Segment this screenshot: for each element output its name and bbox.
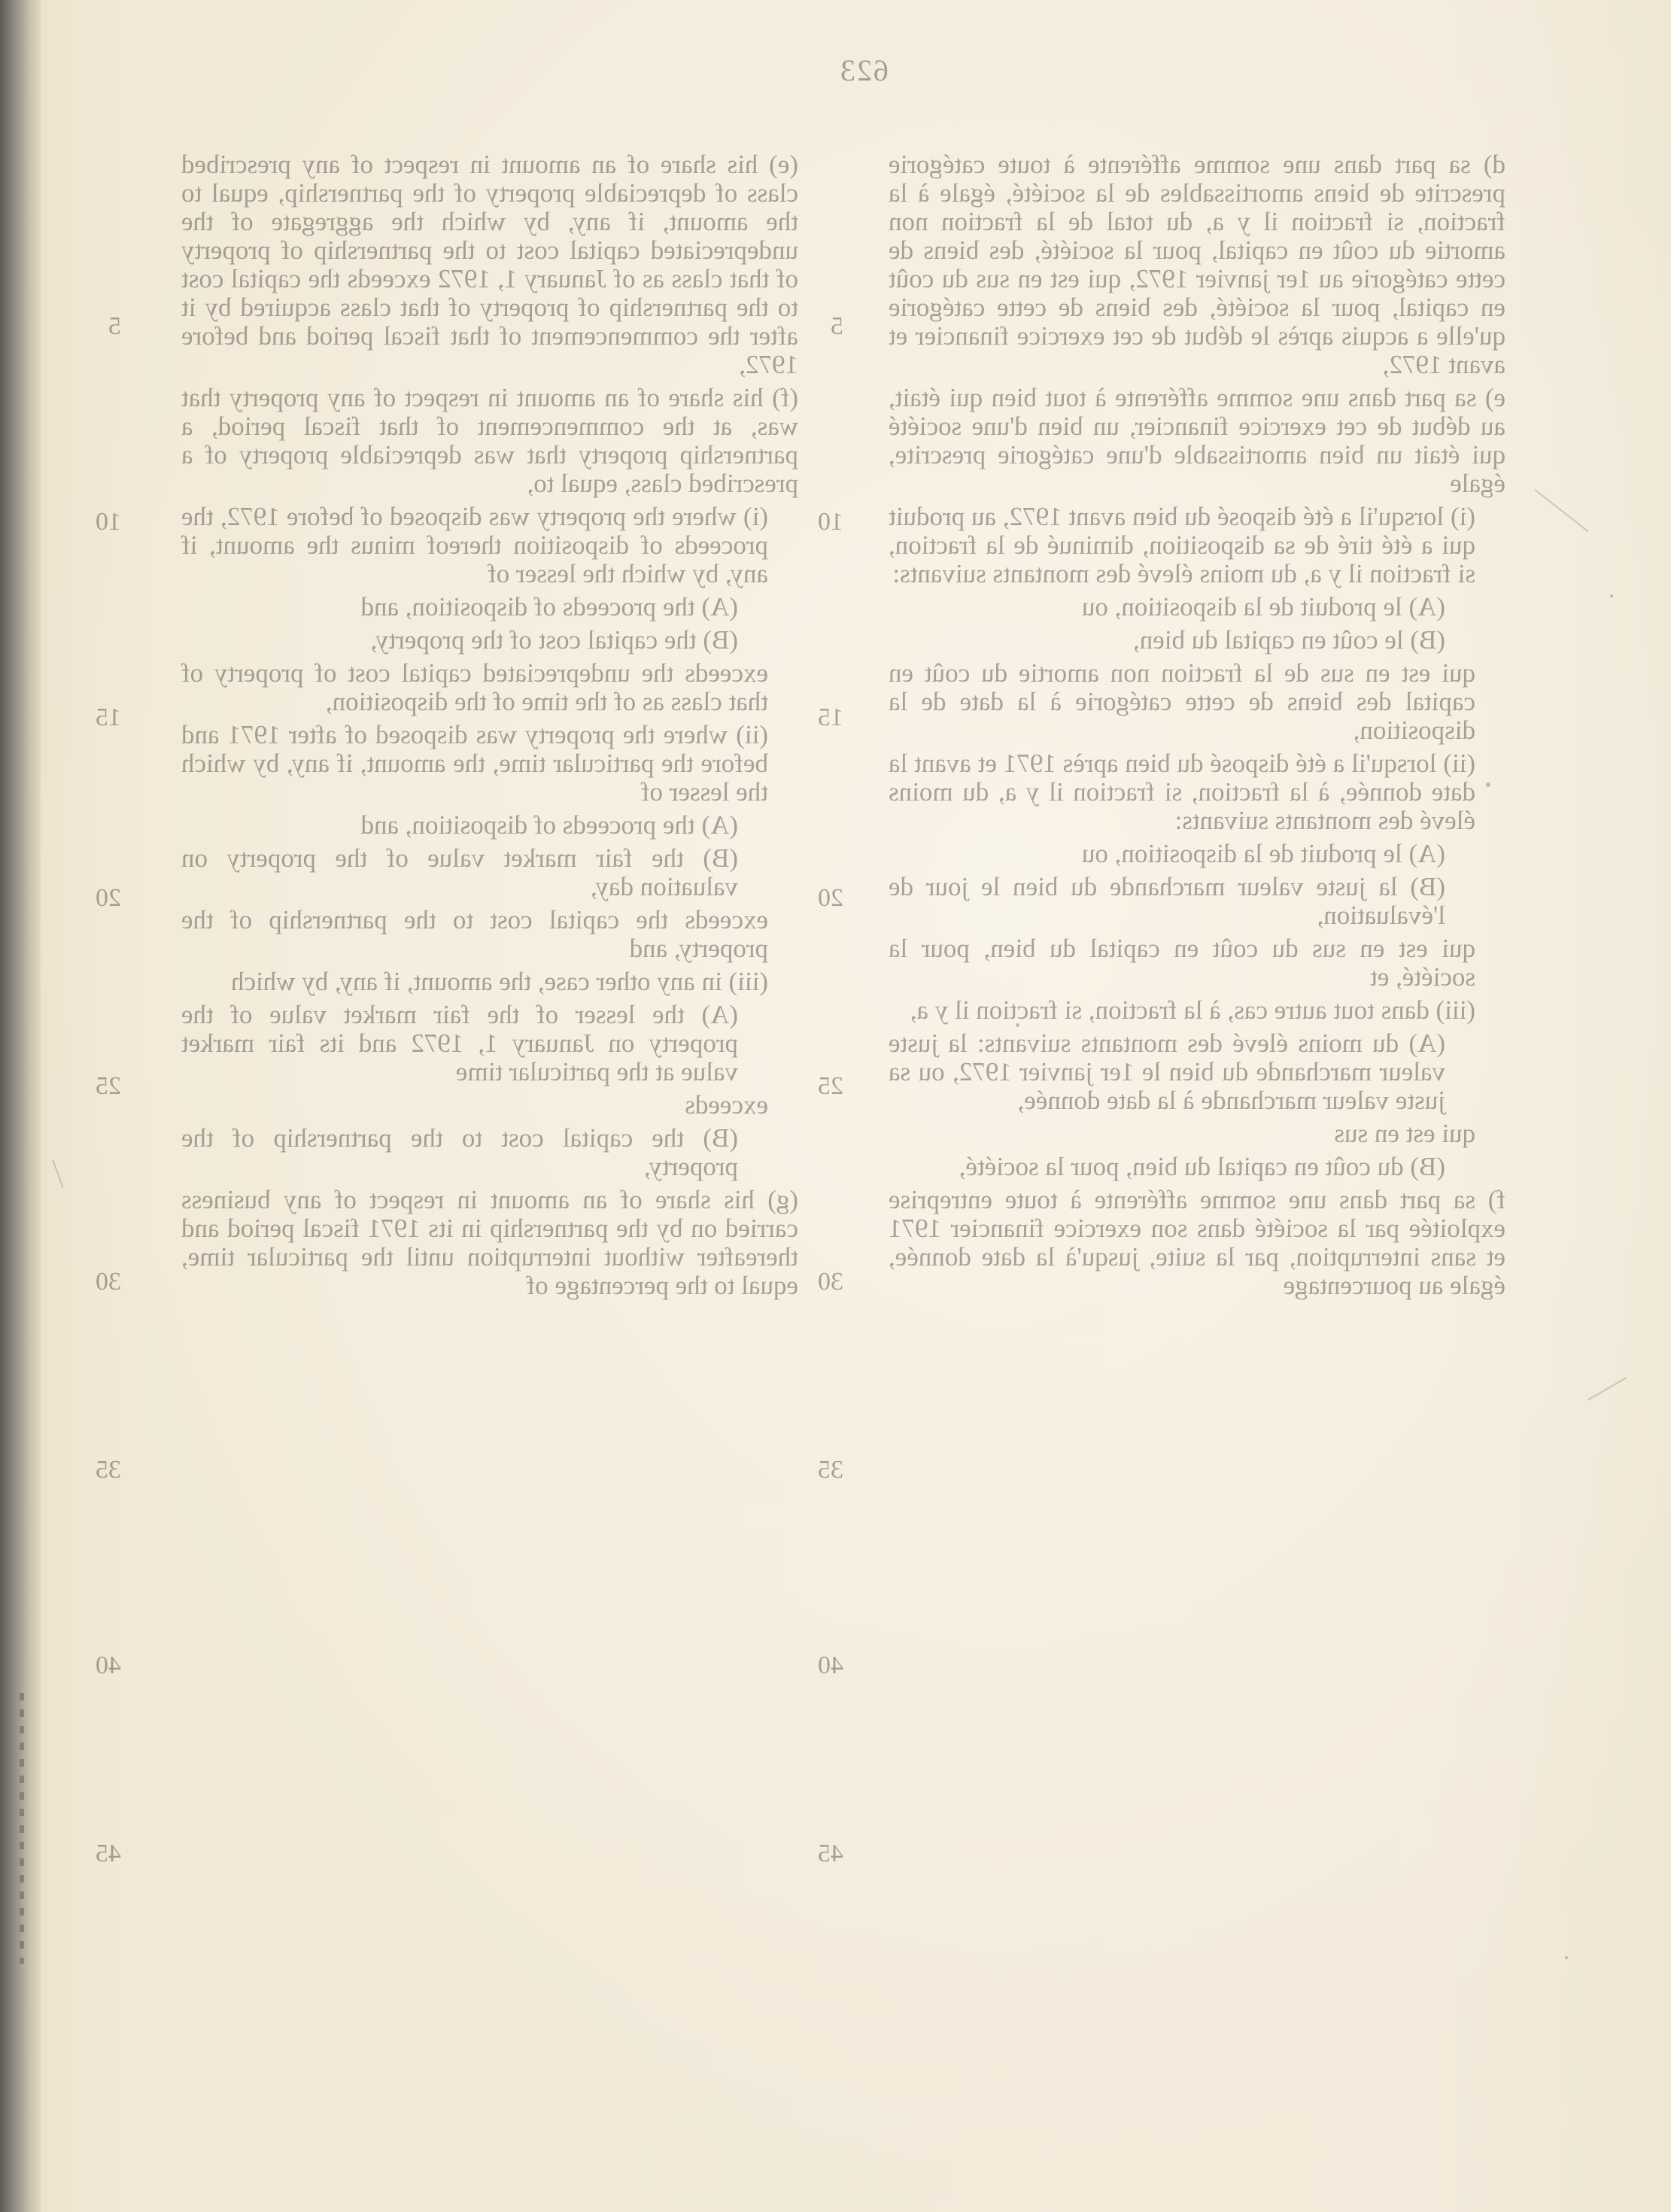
alinea-e-iii-b: (B) du coût en capital du bien, pour la société, [959, 1152, 1445, 1181]
clause-f-i-a: (A) the proceeds of disposition, and [360, 592, 738, 621]
paper-speck [1565, 1956, 1568, 1959]
english-column [181, 150, 798, 1305]
alinea-e-i: (i) lorsqu'il a été disposé du bien avant 1972, au produit qui a été tiré de sa disposition, diminué de la fraction, si fraction il y a, du moins élevé des montants suivants: [889, 502, 1475, 588]
line-number-en: 5 [831, 312, 843, 340]
line-number-fr: 30 [96, 1268, 121, 1296]
line-number-fr: 15 [96, 703, 121, 731]
paper-speck [1610, 594, 1613, 597]
clause-f-iii: (iii) in any other case, the amount, if any, by which [230, 967, 768, 996]
clause-f-i-b: (B) the capital cost of the property, [370, 625, 738, 655]
clause-f-ii-b: (B) the fair market value of the property on valuation day, [181, 843, 738, 901]
alinea-f: f) sa part dans une somme afférente à toute entreprise exploitée par la société dans son exercice financier 1971 et sans interruption, par la suite, jusqu'à la date donnée, égale au pourcentage [889, 1185, 1505, 1300]
clause-f: (f) his share of an amount in respect of any property that was, at the commencement of that fiscal period, a partnership property that was depreciable property of a prescribed class, equal to, [181, 383, 798, 498]
clause-f-i-tail: exceeds the undepreciated capital cost of property of that class as of the time of the disposition, [181, 658, 768, 716]
alinea-e-ii: (ii) lorsqu'il a été disposé du bien après 1971 et avant la date donnée, à la fraction, si fraction il y a, du moins élevé des montants suivants: [889, 749, 1475, 835]
line-number-en: 40 [818, 1651, 843, 1679]
line-number-fr: 40 [96, 1651, 121, 1679]
page-number: 623 [839, 53, 889, 87]
line-number-fr: 20 [96, 884, 121, 912]
alinea-e-iii: (iii) dans tout autre cas, à la fraction, si fraction il y a, [910, 995, 1475, 1025]
alinea-e-ii-b: (B) la juste valeur marchande du bien le jour de l'évaluation, [889, 872, 1445, 930]
alinea-e: e) sa part dans une somme afférente à tout bien qui était, au début de cet exercice financier, un bien d'une société qui était un bien amortissable d'une catégorie prescrite, égale [889, 383, 1505, 498]
clause-f-ii: (ii) where the property was disposed of after 1971 and before the particular time, the amount, if any, by which the lesser of [181, 720, 768, 807]
clause-f-ii-tail: exceeds the capital cost to the partnership of the property, and [181, 905, 768, 963]
clause-f-iii-a: (A) the lesser of the fair market value of the property on January 1, 1972 and its fair market value at the particular time [181, 1000, 738, 1086]
clause-f-iii-exceeds: exceeds [685, 1090, 768, 1120]
line-number-en: 30 [818, 1268, 843, 1296]
line-number-en: 35 [818, 1456, 843, 1484]
alinea-e-ii-tail: qui est en sus du coût en capital du bien, pour la société, et [889, 934, 1475, 992]
clause-f-iii-b: (B) the capital cost to the partnership of the property, [181, 1123, 738, 1181]
line-number-fr: 5 [108, 312, 121, 340]
alinea-e-i-tail: qui est en sus de la fraction non amortie du coût en capital des biens de cette catégorie à la date de la disposition, [889, 658, 1475, 745]
alinea-e-iii-sus: qui est en sus [1334, 1119, 1475, 1148]
french-column [889, 150, 1505, 1305]
line-number-fr: 25 [96, 1072, 121, 1100]
alinea-e-iii-a: (A) du moins élevé des montants suivants: la juste valeur marchande du bien le 1er janvier 1972, ou sa juste valeur marchande à la date donnée, [889, 1029, 1445, 1115]
clause-e: (e) his share of an amount in respect of any prescribed class of depreciable property of the partnership, equal to the amount, if any, by which the aggregate of the undepreciated capital cost to the partnership of property of that class as of January 1, 1972 exceeds the capital cost to the partnership of property of that class acquired by it after the commencement of that fiscal period and before 1972, [181, 150, 798, 379]
line-number-en: 45 [818, 1840, 843, 1867]
clause-g: (g) his share of an amount in respect of any business carried on by the partnership in its 1971 fiscal period and thereafter without interruption until the particular time, equal to the percentage of [181, 1185, 798, 1300]
line-number-en: 15 [818, 703, 843, 731]
clause-f-i: (i) where the property was disposed of before 1972, the proceeds of disposition thereof minus the amount, if any, by which the lesser of [181, 502, 768, 588]
line-number-en: 10 [818, 508, 843, 536]
alinea-e-ii-a: (A) le produit de la disposition, ou [1081, 839, 1445, 868]
alinea-e-i-a: (A) le produit de la disposition, ou [1081, 592, 1445, 621]
line-number-en: 20 [818, 884, 843, 912]
line-number-fr: 10 [96, 508, 121, 536]
paper-speck [1016, 1023, 1019, 1027]
line-number-fr: 45 [96, 1840, 121, 1867]
line-number-en: 25 [818, 1072, 843, 1100]
line-number-fr: 35 [96, 1456, 121, 1484]
alinea-e-i-b: (B) le coût en capital du bien, [1133, 625, 1445, 655]
alinea-d: d) sa part dans une somme afférente à toute catégorie prescrite de biens amortissables de la société, égale à la fraction, si fraction il y a, du total de la fraction non amortie du coût en capital, pour la société, des biens de cette catégorie au 1er janvier 1972, qui est en sus du coût en capital, pour la société, des biens de cette catégorie qu'elle a acquis après le début de cet exercice financier et avant 1972, [889, 150, 1505, 379]
clause-f-ii-a: (A) the proceeds of disposition, and [360, 810, 738, 840]
paper-speck [1486, 782, 1490, 787]
